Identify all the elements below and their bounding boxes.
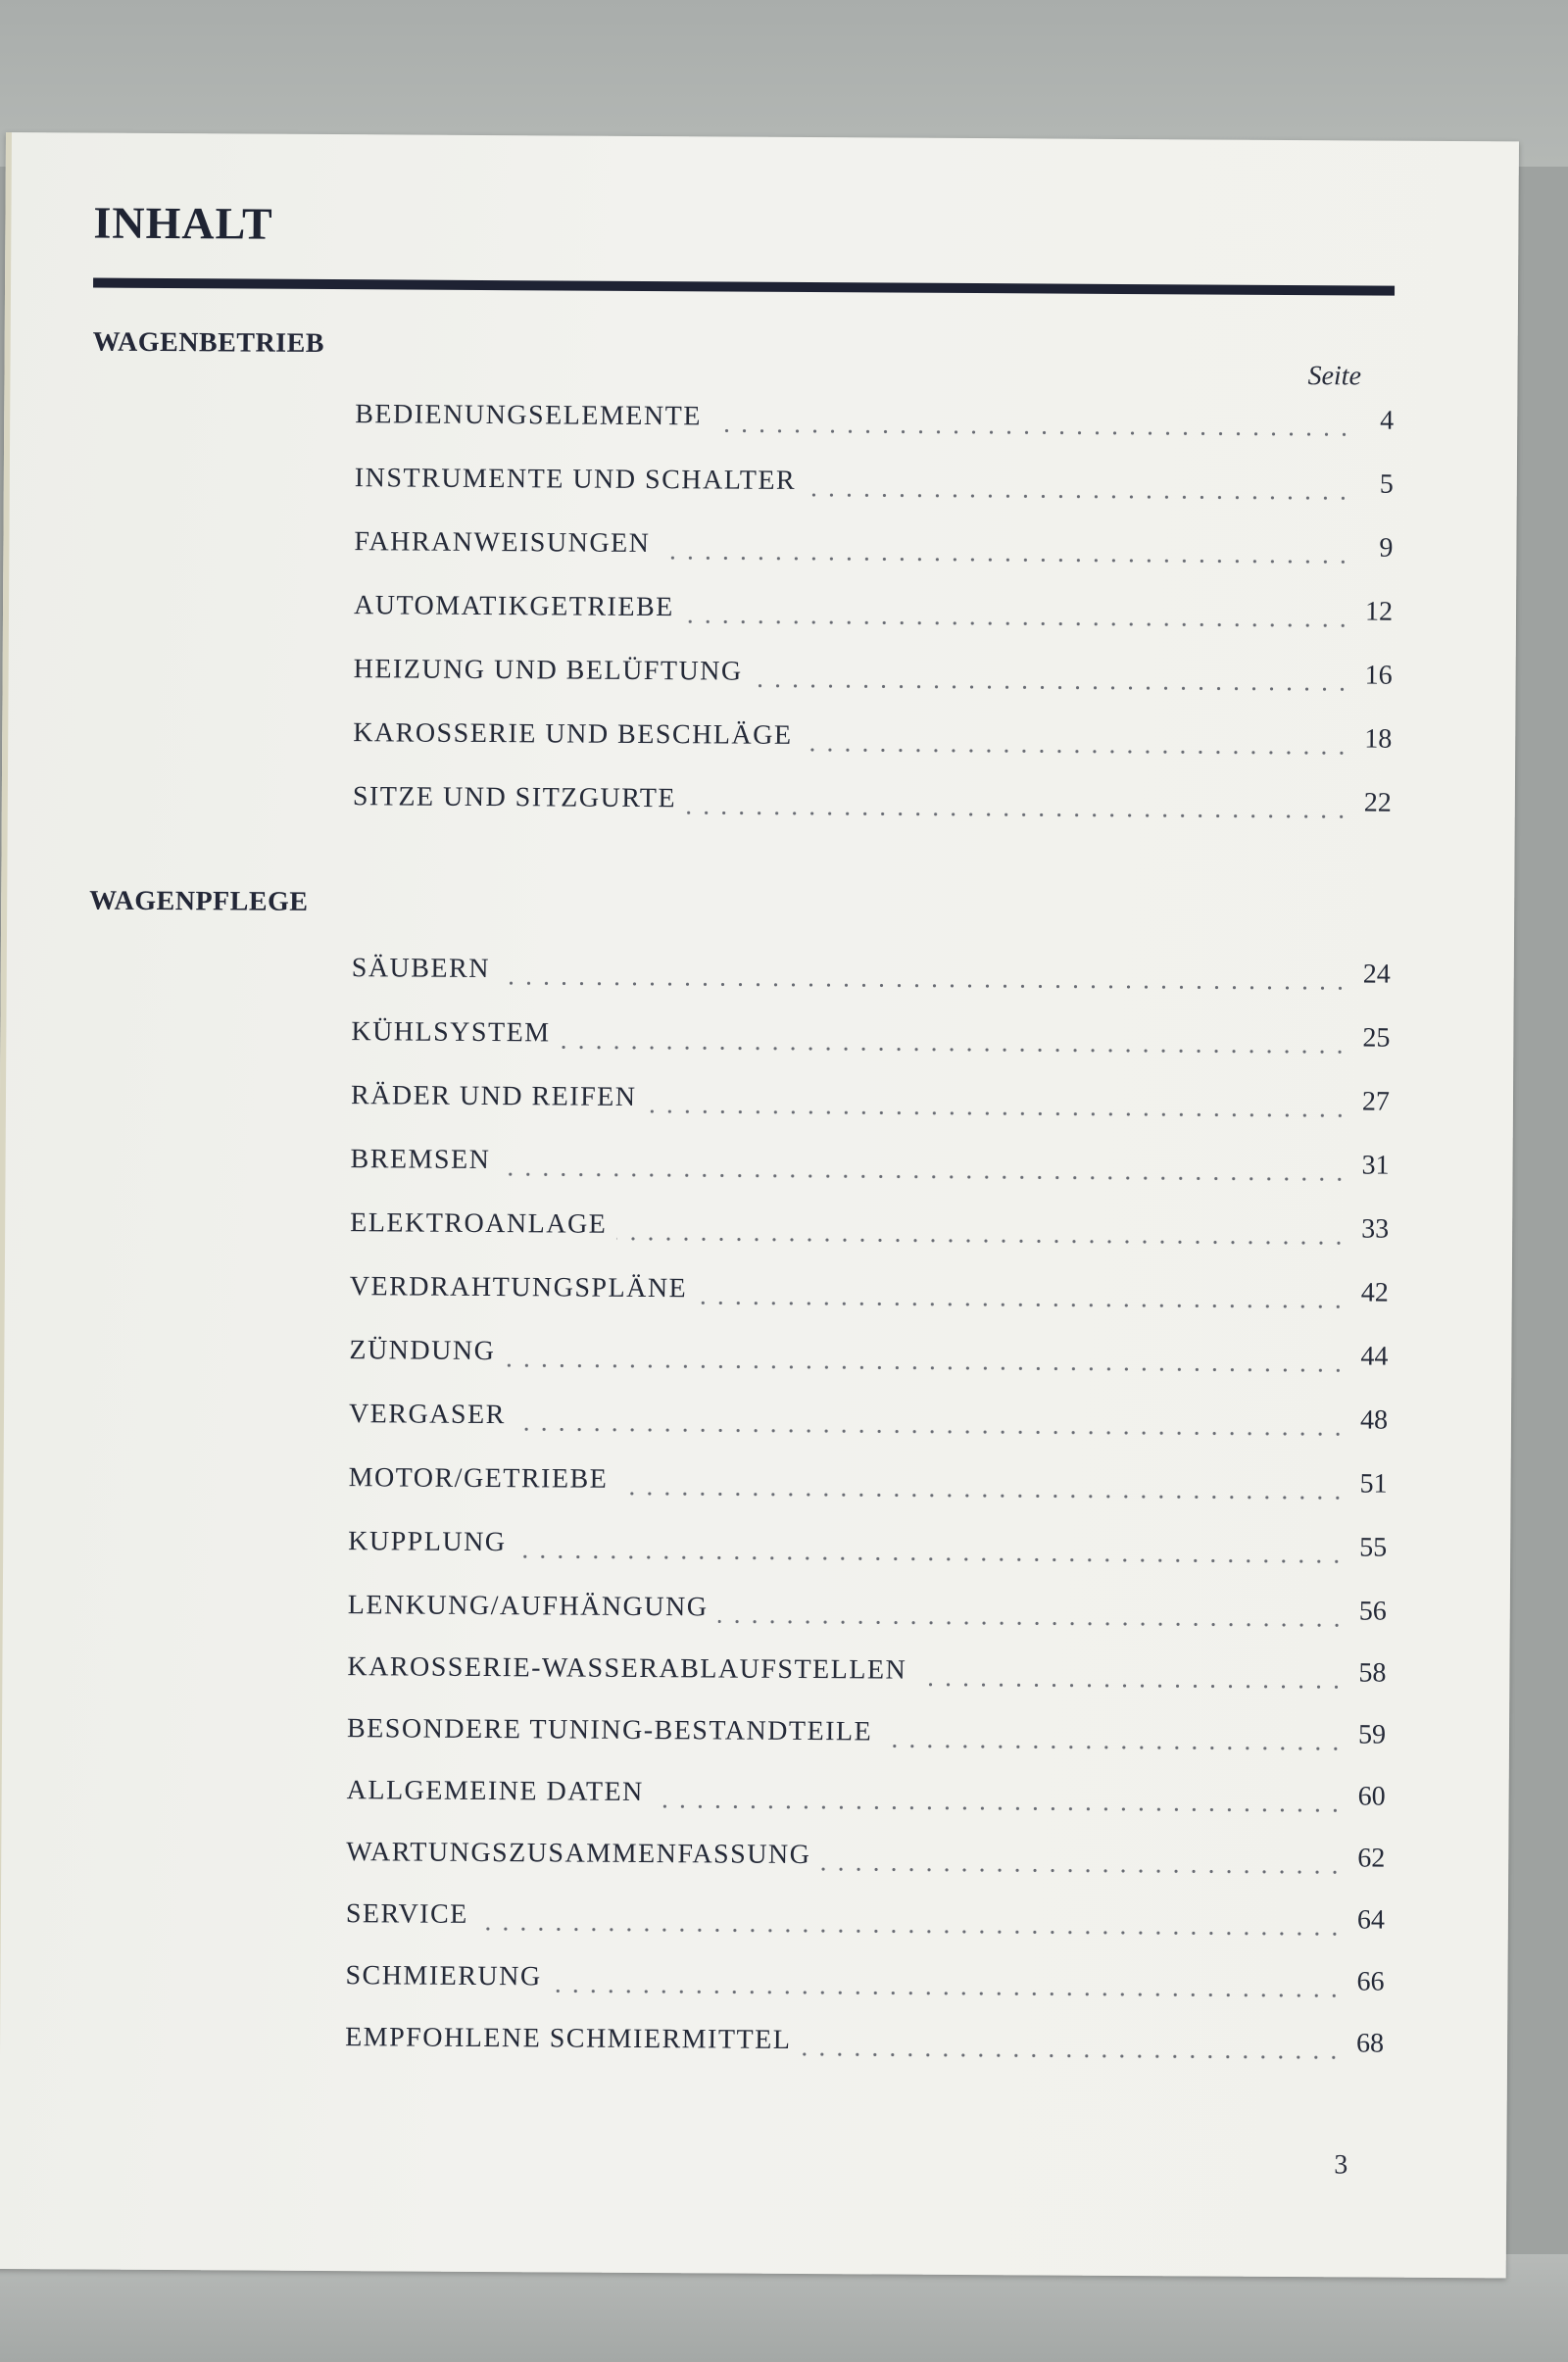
toc-entry-page: 18: [1364, 723, 1393, 755]
toc-entry: [354, 590, 1393, 639]
toc-entry-label: KAROSSERIE-WASSERABLAUFSTELLEN: [347, 1651, 907, 1686]
dot-leader: [806, 485, 1352, 508]
toc-entry-label: SCHMIERUNG: [345, 1960, 542, 1993]
toc-entry-label: WARTUNGSZUSAMMENFASSUNG: [346, 1837, 811, 1871]
toc-entry-label: KAROSSERIE UND BESCHLÄGE: [353, 717, 793, 751]
dot-leader: [717, 1611, 1345, 1635]
document-page: [0, 132, 1519, 2278]
toc-entry-label: ALLGEMEINE DATEN: [346, 1775, 644, 1808]
toc-entry-label: MOTOR/GETRIEBE: [348, 1462, 609, 1495]
toc-entry-page: 56: [1358, 1596, 1387, 1627]
dot-leader: [478, 1919, 1344, 1944]
dot-leader: [711, 420, 1352, 444]
toc-entry-page: 4: [1380, 405, 1395, 436]
toc-entry-page: 62: [1357, 1843, 1386, 1874]
toc-entry: [351, 1080, 1390, 1129]
dot-leader: [753, 676, 1351, 700]
toc-entry: [353, 717, 1392, 766]
toc-entry-page: 33: [1361, 1213, 1390, 1245]
dot-leader: [697, 1293, 1348, 1316]
toc-entry-page: 51: [1359, 1468, 1388, 1500]
toc-entry: [355, 399, 1394, 448]
toc-entry: [349, 1399, 1388, 1448]
dot-leader: [686, 803, 1350, 826]
toc-entry-label: ZÜNDUNG: [349, 1335, 496, 1367]
toc-entry-label: INSTRUMENTE UND SCHALTER: [354, 463, 797, 496]
toc-entry-label: KUPPLUNG: [348, 1526, 507, 1558]
toc-entry-label: BESONDERE TUNING-BESTANDTEILE: [346, 1713, 873, 1747]
toc-entry: [348, 1526, 1387, 1575]
toc-entry: [353, 781, 1392, 830]
toc-entry: [350, 1207, 1389, 1256]
dot-leader: [515, 1547, 1346, 1571]
toc-entry-page: 22: [1363, 787, 1392, 818]
dot-leader: [505, 1355, 1347, 1380]
toc-entry-label: BEDIENUNGSELEMENTE: [355, 399, 702, 432]
toc-entry-page: 31: [1361, 1150, 1390, 1181]
toc-entry: [346, 1837, 1385, 1886]
toc-entry-label: EMPFOHLENE SCHMIERMITTEL: [345, 2022, 792, 2055]
toc-entry-page: 42: [1360, 1277, 1389, 1308]
toc-entry-label: SERVICE: [345, 1898, 468, 1930]
toc-entry-label: ELEKTROANLAGE: [350, 1207, 608, 1240]
toc-entry-page: 60: [1357, 1781, 1386, 1812]
toc-entry-label: LENKUNG/AUFHÄNGUNG: [347, 1590, 709, 1623]
toc-entry: [354, 526, 1393, 575]
dot-leader: [515, 1419, 1347, 1444]
dot-leader: [560, 1037, 1348, 1061]
dot-leader: [882, 1736, 1345, 1758]
toc-entry: [348, 1590, 1387, 1639]
dot-leader: [500, 1164, 1348, 1189]
toc-entry: [346, 1775, 1385, 1824]
toc-entry-page: 64: [1356, 1904, 1385, 1936]
toc-entry: [345, 2022, 1384, 2071]
toc-entry-page: 66: [1356, 1966, 1385, 1997]
toc-entry-page: 58: [1358, 1657, 1387, 1689]
dot-leader: [801, 2044, 1343, 2067]
dot-leader: [552, 1981, 1344, 2005]
toc-entry-page: 5: [1379, 468, 1394, 500]
section-heading-wagenbetrieb: WAGENBETRIEB: [92, 326, 325, 359]
toc-entry-page: 16: [1364, 660, 1393, 691]
toc-entry: [347, 1651, 1386, 1700]
section-heading-wagenpflege: WAGENPFLEGE: [89, 885, 309, 917]
toc-entry-label: VERGASER: [348, 1399, 506, 1431]
toc-entry: [350, 1144, 1389, 1193]
toc-entry-label: BREMSEN: [350, 1144, 491, 1176]
toc-entry: [351, 1016, 1390, 1065]
toc-entry: [346, 1898, 1385, 1947]
page-edge: [0, 132, 12, 2269]
toc-entry: [349, 1335, 1388, 1384]
toc-entry-page: 44: [1360, 1341, 1389, 1372]
title-rule: [93, 278, 1395, 296]
dot-leader: [500, 973, 1349, 998]
toc-entry-page: 24: [1362, 959, 1391, 990]
page-number: 3: [1334, 2149, 1348, 2181]
toc-entry-page: 68: [1356, 2028, 1385, 2059]
dot-leader: [617, 1484, 1346, 1508]
dot-leader: [660, 548, 1351, 571]
toc-entry-label: VERDRAHTUNGSPLÄNE: [349, 1271, 688, 1304]
dot-leader: [916, 1675, 1345, 1698]
toc-entry-label: KÜHLSYSTEM: [351, 1016, 551, 1049]
toc-entry-label: AUTOMATIKGETRIEBE: [353, 590, 674, 623]
toc-entry-page: 25: [1362, 1022, 1391, 1054]
toc-entry-page: 27: [1361, 1086, 1391, 1117]
toc-entry: [352, 953, 1391, 1002]
toc-entry-page: 12: [1364, 596, 1394, 627]
toc-entry-page: 48: [1359, 1404, 1389, 1436]
page-title: INHALT: [93, 197, 273, 249]
dot-leader: [616, 1229, 1348, 1254]
toc-entry-page: 59: [1357, 1719, 1387, 1750]
toc-entry: [348, 1462, 1387, 1511]
toc-entry: [345, 1960, 1384, 2009]
dot-leader: [802, 740, 1350, 763]
dot-leader: [820, 1859, 1344, 1882]
toc-entry-page: 9: [1379, 532, 1394, 564]
toc-entry-label: FAHRANWEISUNGEN: [354, 526, 651, 560]
toc-entry-label: HEIZUNG UND BELÜFTUNG: [353, 654, 743, 687]
seite-label: Seite: [1307, 361, 1362, 392]
dot-leader: [654, 1796, 1345, 1820]
toc-entry-label: SITZE UND SITZGURTE: [352, 781, 677, 814]
toc-entry-label: SÄUBERN: [351, 953, 491, 985]
toc-entry: [355, 463, 1394, 512]
dot-leader: [684, 612, 1351, 635]
toc-entry: [350, 1271, 1389, 1320]
toc-entry-page: 55: [1359, 1532, 1388, 1563]
dot-leader: [646, 1102, 1348, 1125]
toc-entry: [353, 654, 1392, 703]
toc-entry-label: RÄDER UND REIFEN: [350, 1080, 637, 1112]
toc-entry: [347, 1713, 1386, 1762]
